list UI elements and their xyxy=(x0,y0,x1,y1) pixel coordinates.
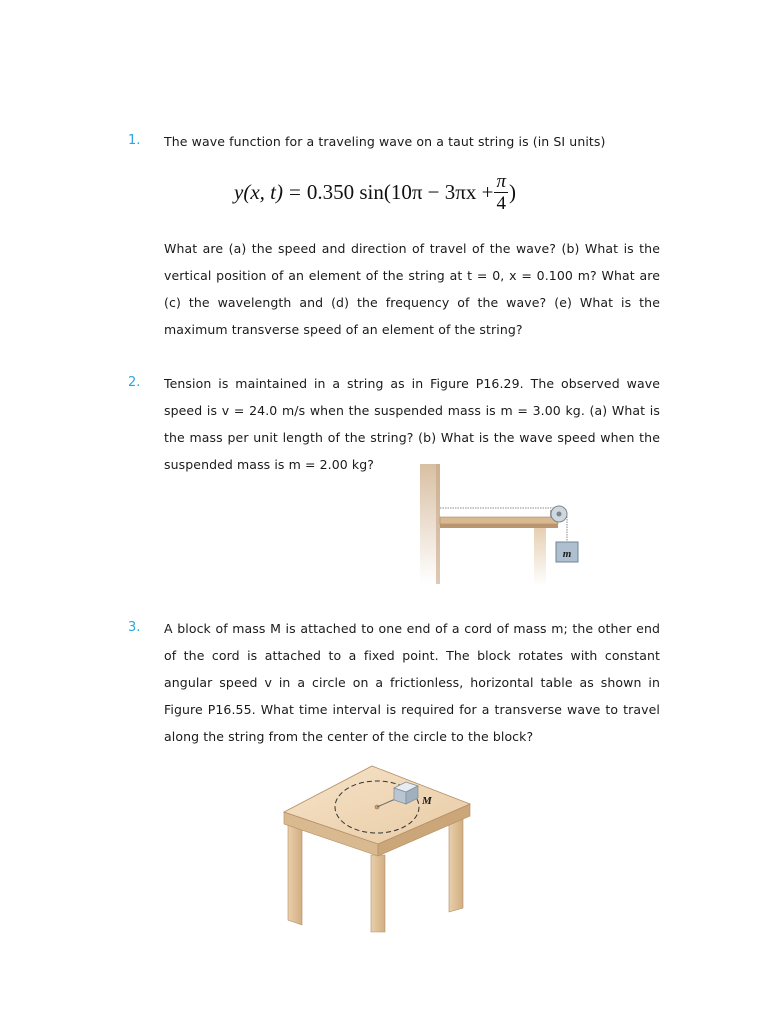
text-line: vertical position of an element of the string at t = 0, x = 0.100 m? What are xyxy=(164,268,660,283)
problem-number: 2. xyxy=(128,375,141,390)
text-line: (c) the wavelength and (d) the frequency of the wave? (e) What is the xyxy=(164,295,660,310)
pulley-figure xyxy=(418,460,588,586)
problem-text xyxy=(164,235,660,343)
wave-equation xyxy=(234,172,516,213)
table-leg xyxy=(534,528,546,586)
text-line: along the string from the center of the circle to the block? xyxy=(164,729,534,744)
problem-number: 1. xyxy=(128,133,141,148)
mass-label: m xyxy=(562,548,572,560)
problem-number: 3. xyxy=(128,620,141,635)
intro-line: The wave function for a traveling wave on a taut string is (in SI units) xyxy=(164,134,606,149)
equation-rhs: 0.350 sin(10π − 3πx + xyxy=(306,180,494,204)
text-line: suspended mass is m = 2.00 kg? xyxy=(164,457,375,472)
text-line: speed is v = 24.0 m/s when the suspended mass is m = 3.00 kg. (a) What is xyxy=(164,403,660,418)
text-line: Tension is maintained in a string as in Figure P16.29. The observed wave xyxy=(164,376,660,391)
equation-lhs: y(x, t) xyxy=(234,180,283,204)
problem-text xyxy=(164,615,660,750)
table-leg xyxy=(371,855,385,932)
fraction-numerator: π xyxy=(496,171,506,192)
text-line: A block of mass M is attached to one end of a cord of mass m; the other end xyxy=(164,621,660,636)
equation-equals: = xyxy=(288,180,301,204)
text-line: Figure P16.55. What time interval is required for a transverse wave to travel xyxy=(164,702,660,717)
equation-close: ) xyxy=(509,180,516,204)
block-label: M xyxy=(422,795,432,807)
text-line: What are (a) the speed and direction of travel of the wave? (b) What is the xyxy=(164,241,660,256)
text-line: angular speed v in a circle on a frictionless, horizontal table as shown in xyxy=(164,675,660,690)
text-line: maximum transverse speed of an element of the string? xyxy=(164,322,523,337)
table-leg xyxy=(288,820,302,925)
text-line: the mass per unit length of the string? (b) What is the wave speed when the xyxy=(164,430,660,445)
fraction-denominator: 4 xyxy=(496,193,506,214)
problem-intro xyxy=(164,128,660,155)
rotating-block-figure xyxy=(278,760,478,940)
equation-fraction xyxy=(494,172,508,213)
table-leg xyxy=(449,815,463,912)
text-line: of the cord is attached to a fixed point. The block rotates with constant xyxy=(164,648,660,663)
table-top xyxy=(440,517,558,524)
